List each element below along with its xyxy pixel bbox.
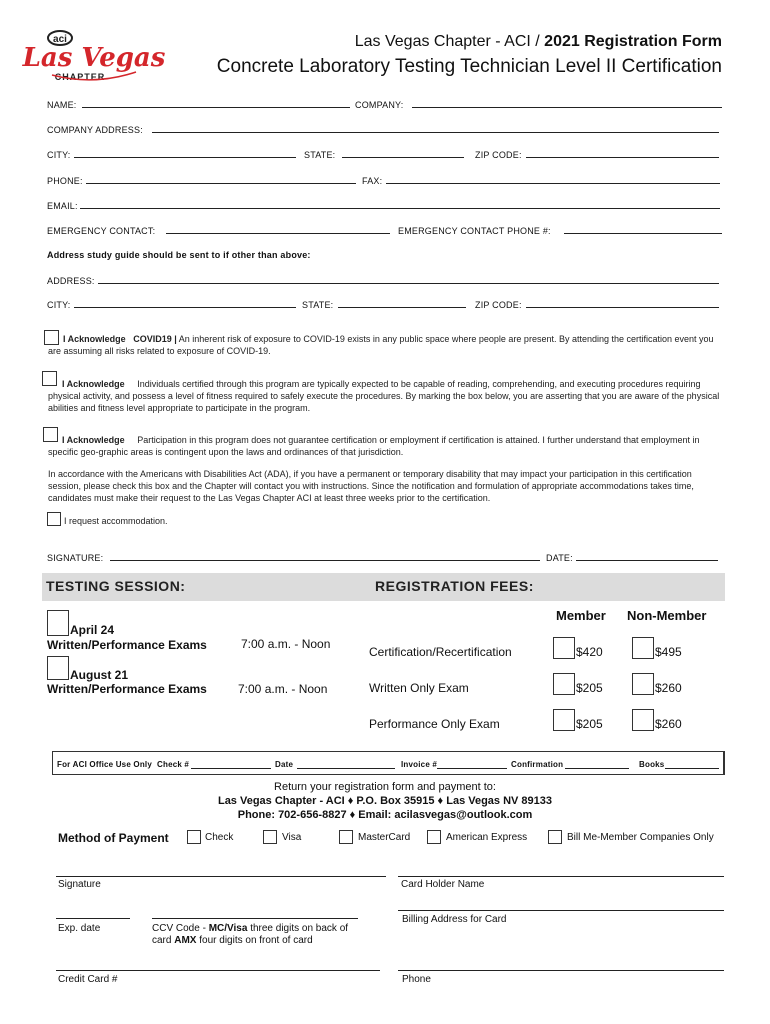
emergency-contact-field[interactable] bbox=[166, 233, 390, 234]
office-confirmation-field[interactable] bbox=[565, 768, 629, 769]
credit-card-label: Credit Card # bbox=[58, 974, 118, 985]
fee-written-nonmember-checkbox[interactable] bbox=[632, 673, 654, 695]
testing-session-title: TESTING SESSION: bbox=[46, 578, 186, 594]
company-address-field[interactable] bbox=[152, 132, 719, 133]
august-session-date: August 21 bbox=[70, 668, 129, 682]
card-phone-label: Phone bbox=[402, 974, 431, 985]
address-label: ADDRESS: bbox=[47, 276, 95, 286]
city2-label: CITY: bbox=[47, 300, 71, 310]
state2-field[interactable] bbox=[338, 307, 466, 308]
fee-certification-nonmember: $495 bbox=[655, 645, 682, 659]
registration-fees-title: REGISTRATION FEES: bbox=[375, 578, 534, 594]
city2-field[interactable] bbox=[74, 307, 296, 308]
fax-field[interactable] bbox=[386, 183, 720, 184]
fee-certification-member-checkbox[interactable] bbox=[553, 637, 575, 659]
april-session-time: 7:00 a.m. - Noon bbox=[241, 637, 331, 651]
office-books-label: Books bbox=[639, 760, 665, 769]
office-date-field[interactable] bbox=[297, 768, 395, 769]
emergency-phone-field[interactable] bbox=[564, 233, 722, 234]
aci-las-vegas-logo bbox=[22, 28, 166, 88]
form-subtitle: Concrete Laboratory Testing Technician Level II Certification bbox=[216, 56, 722, 77]
fee-written-member-checkbox[interactable] bbox=[553, 673, 575, 695]
office-invoice-label: Invoice # bbox=[401, 760, 438, 769]
card-signature-label: Signature bbox=[58, 879, 101, 890]
office-use-label: For ACI Office Use Only bbox=[57, 760, 152, 769]
exp-date-field[interactable] bbox=[56, 918, 130, 919]
accommodation-label: I request accommodation. bbox=[64, 516, 168, 526]
august-session-time: 7:00 a.m. - Noon bbox=[238, 682, 328, 696]
state-field[interactable] bbox=[342, 157, 464, 158]
return-line3: Phone: 702-656-8827 ♦ Email: acilasvegas@outlook.com bbox=[237, 809, 533, 821]
office-invoice-field[interactable] bbox=[437, 768, 507, 769]
return-line2: Las Vegas Chapter - ACI ♦ P.O. Box 35915 ♦ Las Vegas NV 89133 bbox=[217, 795, 553, 807]
card-holder-label: Card Holder Name bbox=[401, 879, 485, 890]
billing-address-label: Billing Address for Card bbox=[402, 914, 507, 925]
fee-certification-label: Certification/Recertification bbox=[369, 645, 512, 659]
zip-field[interactable] bbox=[526, 157, 719, 158]
fee-written-nonmember: $260 bbox=[655, 681, 682, 695]
fee-performance-nonmember: $260 bbox=[655, 717, 682, 731]
ack1-text: I Acknowledge COVID19 | An inherent risk of exposure to COVID-19 exists in any public space where people are present. By attending the certification event you are assuming all risks related to exposure of COVID-19. bbox=[48, 334, 714, 356]
ack3-text: I Acknowledge Participation in this program does not guarantee certification or employment if certification is attained. I further understand that employment in specific geo-graphic areas is contingent upon the laws and ordinances of that jurisdiction. bbox=[48, 435, 700, 457]
fee-performance-member: $205 bbox=[576, 717, 603, 731]
phone-field[interactable] bbox=[86, 183, 356, 184]
accommodation-checkbox[interactable] bbox=[47, 512, 61, 526]
phone-label: PHONE: bbox=[47, 176, 83, 186]
august-session-checkbox[interactable] bbox=[47, 656, 69, 680]
date-label: DATE: bbox=[546, 553, 573, 563]
nonmember-header: Non-Member bbox=[627, 608, 707, 623]
svg-text:CHAPTER: CHAPTER bbox=[54, 72, 106, 82]
august-session-exam: Written/Performance Exams bbox=[47, 682, 207, 696]
payment-check-checkbox[interactable] bbox=[187, 830, 201, 844]
card-holder-field[interactable] bbox=[398, 876, 724, 877]
fee-written-member: $205 bbox=[576, 681, 603, 695]
svg-text:Las Vegas: Las Vegas bbox=[22, 43, 166, 73]
emergency-contact-label: EMERGENCY CONTACT: bbox=[47, 226, 156, 236]
study-guide-note: Address study guide should be sent to if other than above: bbox=[47, 250, 311, 260]
state2-label: STATE: bbox=[302, 300, 334, 310]
fee-written-label: Written Only Exam bbox=[369, 681, 469, 695]
credit-card-field[interactable] bbox=[56, 970, 380, 971]
payment-amex-checkbox[interactable] bbox=[427, 830, 441, 844]
fee-certification-nonmember-checkbox[interactable] bbox=[632, 637, 654, 659]
company-address-label: COMPANY ADDRESS: bbox=[47, 125, 143, 135]
city-label: CITY: bbox=[47, 150, 71, 160]
fee-performance-label: Performance Only Exam bbox=[369, 717, 500, 731]
office-use-box bbox=[52, 751, 725, 775]
ada-text: In accordance with the Americans with Disabilities Act (ADA), if you have a permanent or temporary disability that may impact your participation in this certification session, please check this box and the Chapter will contact you with instructions. Since the notification and formulation of appropriate accommodations takes time, candidates must make their request to the Las Vegas Chapter ACI at least three weeks prior to the certification. bbox=[48, 469, 694, 503]
card-phone-field[interactable] bbox=[398, 970, 724, 971]
zip-label: ZIP CODE: bbox=[475, 150, 522, 160]
email-field[interactable] bbox=[80, 208, 720, 209]
signature-field[interactable] bbox=[110, 560, 540, 561]
zip2-label: ZIP CODE: bbox=[475, 300, 522, 310]
payment-check-label: Check bbox=[205, 832, 234, 843]
zip2-field[interactable] bbox=[526, 307, 719, 308]
fee-performance-nonmember-checkbox[interactable] bbox=[632, 709, 654, 731]
office-date-label: Date bbox=[275, 760, 294, 769]
ccv-field[interactable] bbox=[152, 918, 358, 919]
state-label: STATE: bbox=[304, 150, 336, 160]
payment-amex-label: American Express bbox=[446, 832, 528, 843]
emergency-phone-label: EMERGENCY CONTACT PHONE #: bbox=[398, 226, 551, 236]
payment-mastercard-checkbox[interactable] bbox=[339, 830, 353, 844]
office-check-field[interactable] bbox=[191, 768, 271, 769]
ccv-label: CCV Code - MC/Visa three digits on back of card AMX four digits on front of card bbox=[152, 923, 349, 946]
card-signature-field[interactable] bbox=[56, 876, 386, 877]
company-field[interactable] bbox=[412, 107, 722, 108]
payment-billme-label: Bill Me-Member Companies Only bbox=[567, 832, 714, 843]
exp-date-label: Exp. date bbox=[58, 923, 101, 934]
ack2-text: I Acknowledge Individuals certified through this program are typically expected to be capable of reading, comprehending, and executing procedures requiring physical activity, and possess a level of fitness required to safely execute the procedures. By marking the box below, you are asserting that you are aware of the physical abilities and fitness level appropriate to participate in the program. bbox=[48, 379, 720, 413]
april-session-exam: Written/Performance Exams bbox=[47, 638, 207, 652]
april-session-checkbox[interactable] bbox=[47, 610, 69, 636]
signature-label: SIGNATURE: bbox=[47, 553, 104, 563]
return-line1: Return your registration form and payment to: bbox=[274, 781, 496, 793]
april-session-date: April 24 bbox=[70, 623, 115, 637]
fee-performance-member-checkbox[interactable] bbox=[553, 709, 575, 731]
company-label: COMPANY: bbox=[355, 100, 404, 110]
payment-visa-label: Visa bbox=[282, 832, 302, 843]
svg-text:aci: aci bbox=[53, 34, 67, 45]
office-check-label: Check # bbox=[157, 760, 190, 769]
payment-billme-checkbox[interactable] bbox=[548, 830, 562, 844]
payment-mastercard-label: MasterCard bbox=[358, 832, 411, 843]
payment-visa-checkbox[interactable] bbox=[263, 830, 277, 844]
office-confirmation-label: Confirmation bbox=[511, 760, 564, 769]
office-books-field[interactable] bbox=[665, 768, 719, 769]
city-field[interactable] bbox=[74, 157, 296, 158]
address-field[interactable] bbox=[98, 283, 719, 284]
member-header: Member bbox=[556, 608, 606, 623]
billing-address-field[interactable] bbox=[398, 910, 724, 911]
name-label: NAME: bbox=[47, 100, 77, 110]
form-title: Las Vegas Chapter - ACI / 2021 Registration Form bbox=[354, 33, 722, 50]
fax-label: FAX: bbox=[362, 176, 383, 186]
name-field[interactable] bbox=[82, 107, 350, 108]
date-field[interactable] bbox=[576, 560, 718, 561]
fee-certification-member: $420 bbox=[576, 645, 603, 659]
email-label: EMAIL: bbox=[47, 201, 78, 211]
payment-method-title: Method of Payment bbox=[58, 831, 169, 845]
